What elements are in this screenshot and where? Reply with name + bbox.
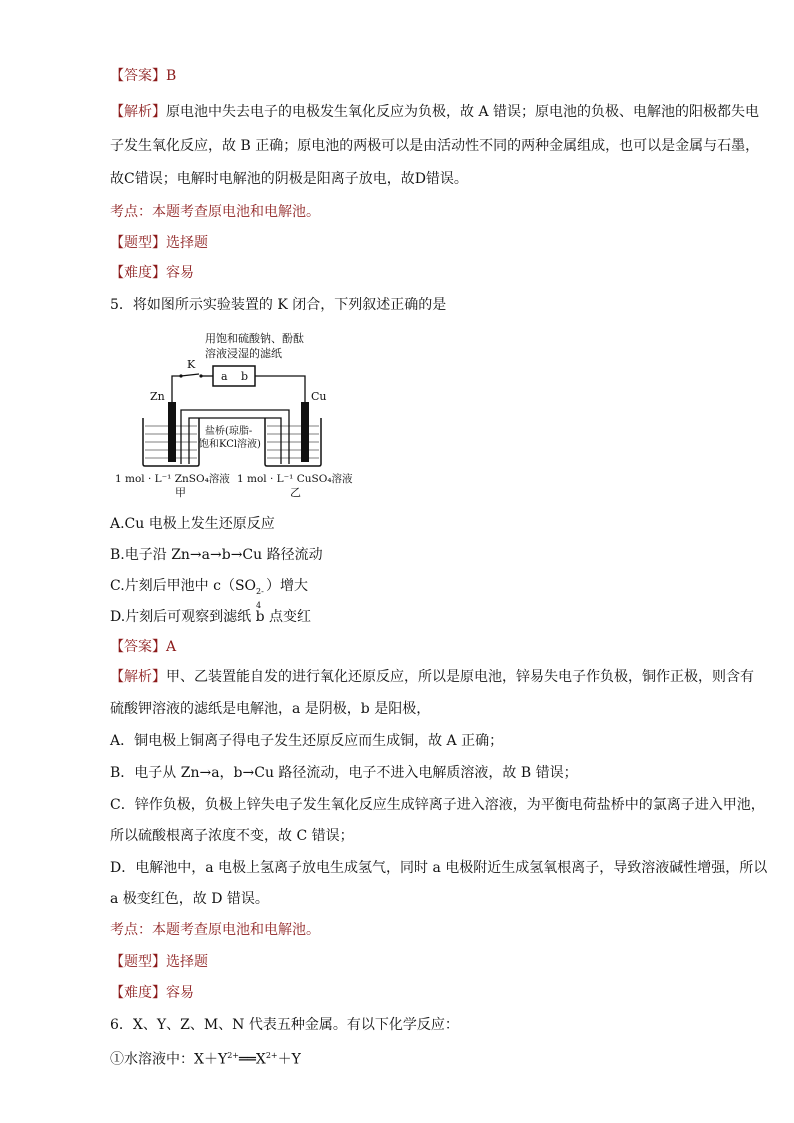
left-solution-label: 1 mol · L⁻¹ ZnSO₄溶液 [115,473,230,485]
zn-electrode [168,402,176,462]
answer-value: B [166,68,177,84]
q4-type: 【题型】选择题 [110,235,208,251]
filter-label-1: 用饱和硫酸钠、酚酞 [205,332,304,345]
wire-cu [255,376,305,402]
salt-bridge-label-1: 盐桥(琼脂- [205,426,253,437]
switch-k [181,374,199,376]
q5-answer: 【答案】A [110,639,177,655]
salt-bridge-label-2: 饱和KCl溶液) [199,439,261,450]
switch-k-label: K [187,358,196,371]
q5-kaodian: 考点：本题考查原电池和电解池。 [110,922,320,938]
q5-analysis-line-6: 所以硫酸根离子浓度不变，故 C 错误； [110,828,354,844]
q4-difficulty: 【难度】容易 [110,265,194,281]
solution-right [267,426,319,458]
q5-type: 【题型】选择题 [110,954,208,970]
q4-kaodian: 考点：本题考查原电池和电解池。 [110,204,320,220]
q5-analysis-line-4: B．电子从 Zn→a，b→Cu 路径流动，电子不进入电解质溶液，故 B 错误； [110,765,578,781]
cu-electrode [301,402,309,462]
q5-analysis-line-2: 硫酸钾溶液的滤纸是电解池，a 是阴极，b 是阳极， [110,701,431,717]
wire-zn [172,376,181,402]
answer-tag: 【答案】 [110,68,166,84]
galvanic-cell-diagram [115,330,360,500]
left-cell-name: 甲 [175,486,186,499]
option-c: C.片刻后甲池中 c（SO 2- 4 ）增大 [110,578,309,610]
q4-answer [110,66,754,86]
zn-label: Zn [150,390,165,403]
q5-difficulty: 【难度】容易 [110,985,194,1001]
cu-label: Cu [311,390,327,403]
filter-paper [213,366,255,386]
q6-stem: 6．X、Y、Z、M、N 代表五种金属。有以下化学反应： [110,1017,459,1033]
q5-analysis-line-5: C．锌作负极，负极上锌失电子发生氧化反应生成锌离子进入溶液，为平衡电荷盐桥中的氯离子进入甲池， [110,797,765,813]
q5-analysis-line-8: a 极变红色，故 D 错误。 [110,891,269,907]
analysis-tag: 【解析】 [110,104,166,120]
right-solution-label: 1 mol · L⁻¹ CuSO₄溶液 [237,473,353,485]
q4-analysis-line-1: 【解析】原电池中失去电子的电极发生氧化反应为负极，故 A 错误；原电池的负极、电解池的阳极都失电 [110,104,760,120]
option-b: B.电子沿 Zn→a→b→Cu 路径流动 [110,547,323,563]
q5-stem: 5．将如图所示实验装置的 K 闭合，下列叙述正确的是 [110,297,447,313]
q4-analysis-line-3: 故C错误；电解时电解池的阴极是阳离子放电，故D错误。 [110,171,468,187]
q5-analysis-line-1: 【解析】甲、乙装置能自发的进行氧化还原反应，所以是原电池，锌易失电子作负极，铜作正极，则含有 [110,669,754,685]
option-a: A.Cu 电极上发生还原反应 [110,516,275,532]
point-a-label: a [221,370,228,383]
filter-label-2: 溶液浸湿的滤纸 [205,347,282,360]
option-d: D.片刻后可观察到滤纸 b 点变红 [110,609,312,625]
q4-analysis-line-2: 子发生氧化反应，故 B 正确；原电池的两极可以是由活动性不同的两种金属组成，也可以是金属与石墨， [110,138,760,154]
q5-analysis-line-7: D．电解池中，a 电极上氢离子放电生成氢气，同时 a 电极附近生成氢氧根离子，导致溶液碱性增强，所以 [110,860,768,876]
q6-reaction-1: ①水溶液中：$X+Y^{2+}══X^{2+}+Y$ [110,1051,301,1068]
point-b-label: b [241,370,249,383]
q5-analysis-line-3: A．铜电极上铜离子得电子发生还原反应而生成铜，故 A 正确； [110,733,504,749]
right-cell-name: 乙 [290,486,301,499]
diagram-svg [115,330,360,500]
